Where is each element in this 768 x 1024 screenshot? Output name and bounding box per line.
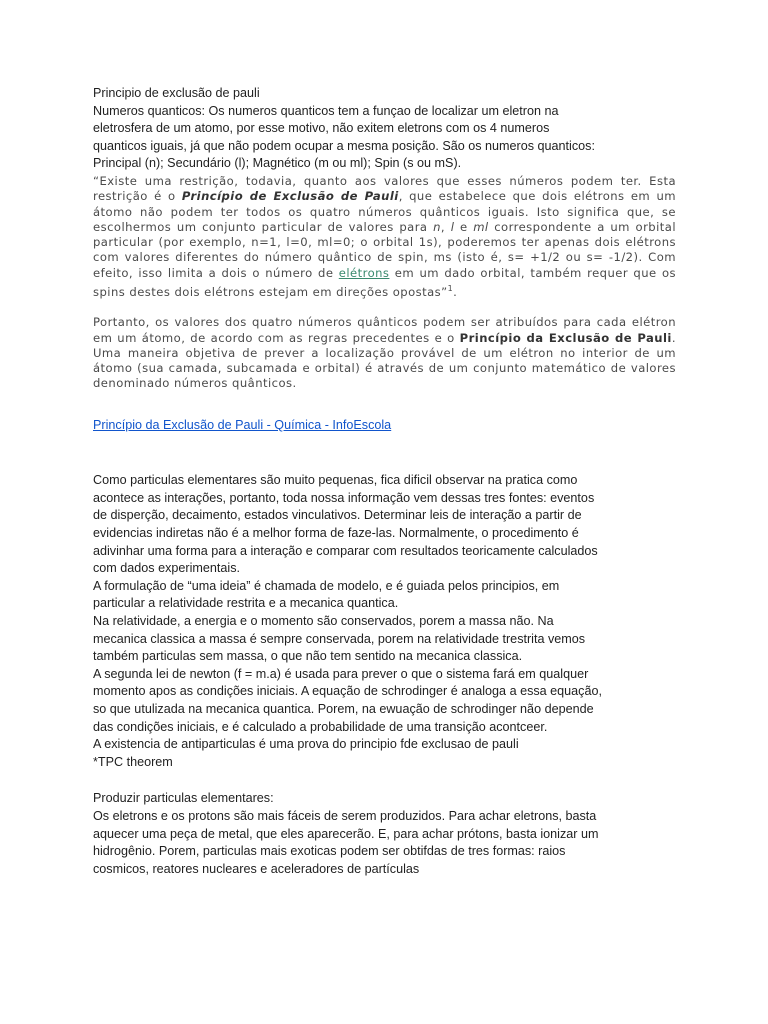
body-line: so que utulizada na mecanica quantica. Porem, na ewuação de schrodinger não depende: [93, 702, 594, 716]
production-line: aquecer uma peça de metal, que eles aparecerão. E, para achar prótons, basta ionizar um: [93, 826, 599, 841]
footnote-marker: 1: [447, 284, 454, 294]
body-line: de disperção, decaimento, estados vinculativos. Determinar leis de interação a partir de: [93, 508, 582, 523]
document-title: Principio de exclusão de pauli: [93, 86, 260, 100]
eletrons-link[interactable]: elétrons: [338, 265, 390, 280]
pauli-principle-bold: Princípio da Exclusão de Pauli: [459, 330, 672, 345]
var-l: l: [450, 219, 455, 234]
period: .: [453, 284, 458, 299]
separator: ,: [440, 219, 451, 234]
pauli-principle-emphasis: Princípio de Exclusão de Pauli: [181, 189, 399, 204]
body-line: evidencias indiretas não é a melhor forma de faze-las. Normalmente, o procedimento é: [93, 526, 579, 541]
quote-text: , que estabelece que dois elétrons em um átomo não podem ter todos os quatro números quânticos iguais. Isto significa que, se escolhermos um conjunto particular de valores para: [93, 189, 677, 234]
separator: e: [454, 219, 474, 234]
body-line: Como particulas elementares são muito pequenas, fica dificil observar na pratica como: [93, 473, 578, 488]
production-line: cosmicos, reatores nucleares e aceleradores de partículas: [93, 861, 420, 876]
var-ml: ml: [473, 219, 489, 234]
document-page: [93, 85, 676, 878]
quote-text: correspondente a um orbital particular (por exemplo, n=1, l=0, ml=0; o orbital 1s), poderemos ter apenas dois elétrons com valores diferentes do número quântico de spin, ms (isto é, s= +1/2 ou s= -1/2). Com efeito, isso limita a dois o número de: [93, 219, 676, 280]
body-line: mecanica classica a massa é sempre conservada, porem na relatividade trestrita vemos: [93, 631, 586, 646]
quote-text: . Uma maneira objetiva de prever a localização provável de um elétron no interior de um átomo (sua camada, subcamada e orbital) é através de um conjunto matemático de valores denominado números quânticos.: [93, 330, 676, 391]
body-line: A formulação de “uma ideia” é chamada de modelo, e é guiada pelos principios, em: [93, 578, 560, 593]
body-line: também particulas sem massa, o que não tem sentido na mecanica classica.: [93, 649, 523, 664]
quote-text: em um dado orbital, também requer que os spins destes dois elétrons estejam em direções opostas”: [93, 265, 677, 299]
quote-text: Portanto, os valores dos quatro números quânticos podem ser atribuídos para cada elétron em um átomo, de acordo com as regras precedentes e o: [93, 315, 676, 345]
source-link-line: [93, 417, 676, 435]
quote-paragraph-2: [93, 315, 676, 391]
var-n: n: [433, 219, 441, 234]
production-line: Os eletrons e os protons são mais fáceis de serem produzidos. Para achar eletrons, basta: [93, 808, 597, 823]
intro-line: Numeros quanticos: Os numeros quanticos tem a funçao de localizar um eletron na: [93, 103, 559, 118]
quote-paragraph: [93, 174, 676, 300]
quote-text: “Existe uma restrição, todavia, quanto aos valores que esses números podem ter. Esta restrição é o: [93, 173, 676, 204]
body-line: acontece as interações, portanto, toda nossa informação vem dessas tres fontes: eventos: [93, 490, 595, 505]
intro-line: Principal (n); Secundário (l); Magnético (m ou ml); Spin (s ou mS).: [93, 156, 462, 171]
body-line: particular a relatividade restrita e a mecanica quantica.: [93, 596, 399, 611]
body-line: *TPC theorem: [93, 754, 173, 769]
body-line: Na relatividade, a energia e o momento são conservados, porem a massa não. Na: [93, 614, 554, 629]
production-section: [93, 790, 676, 878]
body-line: com dados experimentais.: [93, 561, 240, 576]
body-line: A segunda lei de newton (f = m.a) é usada para prever o que o sistema fará em qualquer: [93, 666, 589, 681]
production-heading: Produzir particulas elementares:: [93, 791, 274, 806]
infoescola-source-link[interactable]: Princípio da Exclusão de Pauli - Química - InfoEscola: [93, 417, 392, 432]
intro-line: quanticos iguais, já que não podem ocupar a mesma posição. São os numeros quanticos:: [93, 138, 595, 153]
body-text: [93, 472, 676, 771]
intro-line: eletrosfera de um atomo, por esse motivo, não exitem eletrons com os 4 numeros: [93, 121, 550, 136]
body-line: momento apos as condições iniciais. A equação de schrodinger é analoga a essa equação,: [93, 684, 602, 699]
production-line: hidrogênio. Porem, particulas mais exoticas podem ser obtifdas de tres formas: raios: [93, 844, 566, 859]
body-line: adivinhar uma forma para a interação e comparar com resultados teoricamente calculados: [93, 543, 598, 558]
body-line: das condições iniciais, e é calculado a probabilidade de uma transição acontceer.: [93, 719, 548, 734]
body-line: A existencia de antiparticulas é uma prova do principio fde exclusao de pauli: [93, 737, 519, 752]
